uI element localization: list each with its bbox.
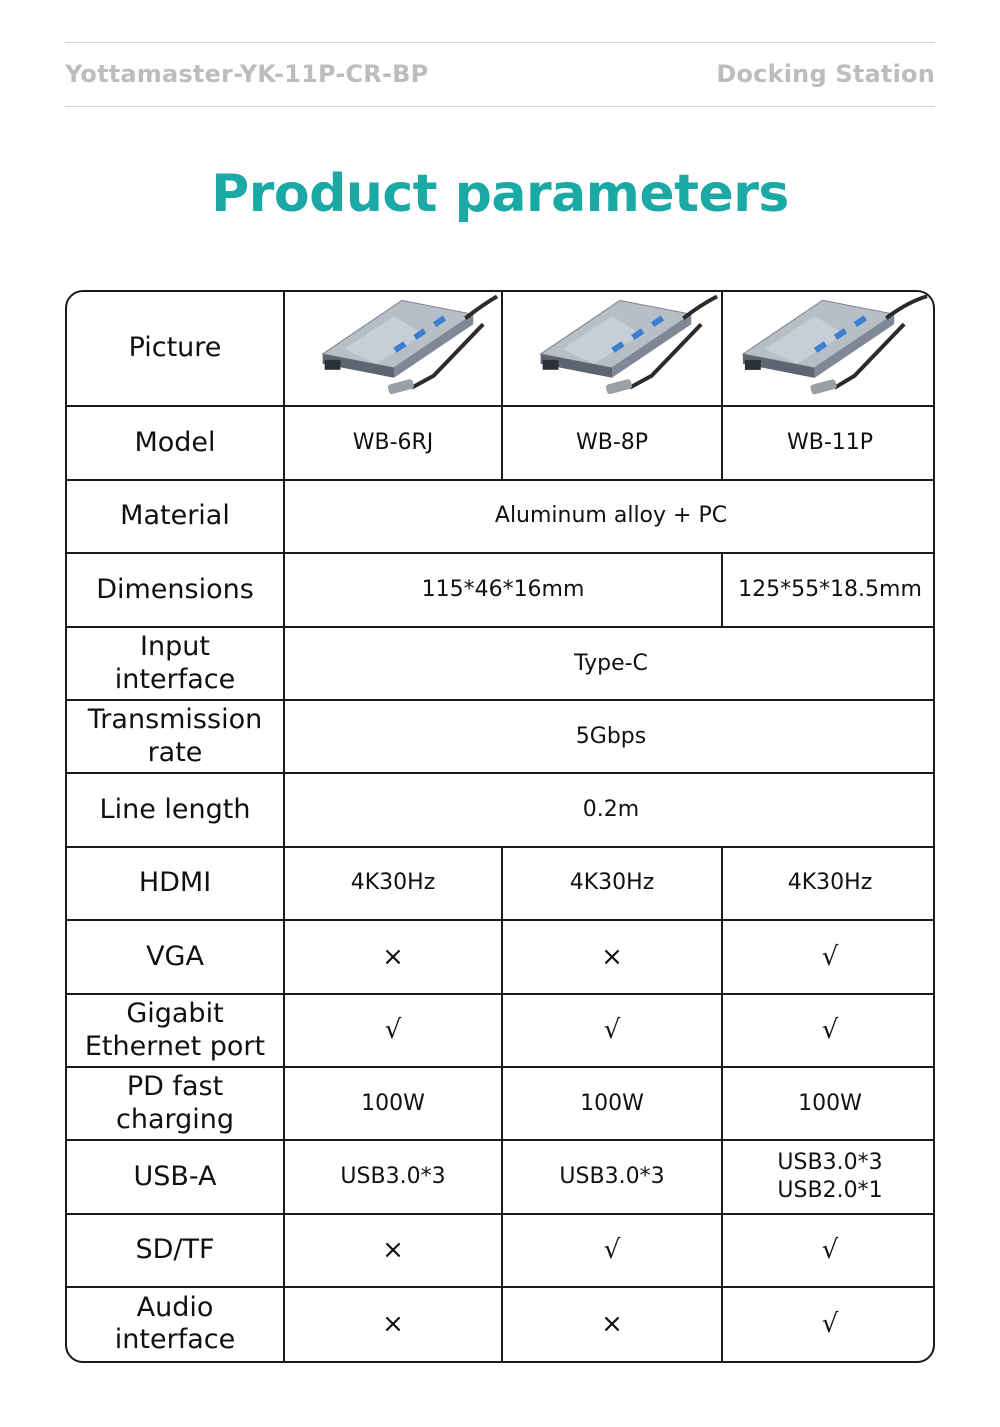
cell-line-length: 0.2m: [284, 773, 935, 846]
row-label-pd-fast-charging: [67, 1067, 284, 1140]
cell-pd-wb-8p: 100W: [502, 1067, 722, 1140]
cell-model-wb-6rj: WB-6RJ: [284, 406, 502, 479]
cell-usba-wb-11p: [722, 1140, 935, 1213]
row-material: [67, 480, 935, 553]
row-dimensions: [67, 553, 935, 627]
dock-picture: [285, 294, 501, 404]
cell-material: Aluminum alloy + PC: [284, 480, 935, 553]
label-line: rate: [147, 736, 203, 768]
row-label-line-length: Line length: [67, 773, 284, 846]
label-line: interface: [114, 1324, 236, 1356]
cell-hdmi-wb-8p: 4K30Hz: [502, 847, 722, 920]
parameters-table: [65, 290, 935, 1363]
label-line: Audio: [136, 1291, 214, 1323]
cell-model-wb-11p: WB-11P: [722, 406, 935, 479]
label-line: Input: [140, 631, 210, 663]
top-rule: [65, 42, 935, 43]
product-image-wb-6rj: [284, 292, 502, 406]
cell-usba-wb-6rj: USB3.0*3: [284, 1140, 502, 1213]
label-line: Gigabit: [126, 998, 224, 1030]
header-rule: [65, 106, 935, 107]
row-label-vga: VGA: [67, 920, 284, 994]
label-line: Ethernet port: [84, 1030, 266, 1062]
label-line: interface: [114, 663, 236, 695]
label-line: Transmission: [87, 704, 263, 736]
row-label-audio-interface: [67, 1287, 284, 1361]
product-image-wb-11p: [722, 292, 935, 406]
cell-hdmi-wb-11p: 4K30Hz: [722, 847, 935, 920]
brand-model-header: Yottamaster-YK-11P-CR-BP: [65, 60, 429, 88]
cell-sdtf-wb-8p: √: [502, 1214, 722, 1287]
cell-sdtf-wb-6rj: ×: [284, 1214, 502, 1287]
row-label-picture: Picture: [67, 292, 284, 406]
row-transmission-rate: [67, 700, 935, 773]
row-line-length: [67, 773, 935, 846]
row-label-usb-a: USB-A: [67, 1140, 284, 1213]
cell-dimensions-small: 115*46*16mm: [284, 553, 722, 627]
cell-pd-wb-6rj: 100W: [284, 1067, 502, 1140]
usba-line: USB3.0*3: [777, 1150, 883, 1176]
usba-line: USB2.0*1: [777, 1177, 883, 1203]
row-picture: [67, 292, 935, 406]
cell-sdtf-wb-11p: √: [722, 1214, 935, 1287]
row-vga: [67, 920, 935, 994]
row-label-sd-tf: SD/TF: [67, 1214, 284, 1287]
cell-usba-wb-8p: USB3.0*3: [502, 1140, 722, 1213]
row-label-gigabit-ethernet: [67, 994, 284, 1067]
cell-input-interface: Type-C: [284, 627, 935, 700]
cell-ethernet-wb-11p: √: [722, 994, 935, 1067]
row-usb-a: [67, 1140, 935, 1213]
row-sd-tf: [67, 1214, 935, 1287]
cell-transmission-rate: 5Gbps: [284, 700, 935, 773]
cell-pd-wb-11p: 100W: [722, 1067, 935, 1140]
category-header: Docking Station: [716, 60, 935, 88]
cell-dimensions-large: 125*55*18.5mm: [722, 553, 935, 627]
row-label-material: Material: [67, 480, 284, 553]
cell-vga-wb-11p: √: [722, 920, 935, 994]
row-gigabit-ethernet: [67, 994, 935, 1067]
label-line: charging: [115, 1103, 235, 1135]
row-label-hdmi: HDMI: [67, 847, 284, 920]
row-audio-interface: [67, 1287, 935, 1361]
dock-picture: [503, 294, 721, 404]
row-model: [67, 406, 935, 479]
row-label-input-interface: [67, 627, 284, 700]
row-hdmi: [67, 847, 935, 920]
row-pd-fast-charging: [67, 1067, 935, 1140]
cell-vga-wb-6rj: ×: [284, 920, 502, 994]
cell-hdmi-wb-6rj: 4K30Hz: [284, 847, 502, 920]
cell-audio-wb-6rj: ×: [284, 1287, 502, 1361]
cell-model-wb-8p: WB-8P: [502, 406, 722, 479]
row-input-interface: [67, 627, 935, 700]
label-line: PD fast: [126, 1071, 224, 1103]
row-label-transmission-rate: [67, 700, 284, 773]
cell-audio-wb-11p: √: [722, 1287, 935, 1361]
product-image-wb-8p: [502, 292, 722, 406]
page-title: Product parameters: [211, 164, 789, 224]
row-label-model: Model: [67, 406, 284, 479]
cell-audio-wb-8p: ×: [502, 1287, 722, 1361]
cell-ethernet-wb-8p: √: [502, 994, 722, 1067]
cell-vga-wb-8p: ×: [502, 920, 722, 994]
row-label-dimensions: Dimensions: [67, 553, 284, 627]
dock-picture: [723, 294, 935, 404]
cell-ethernet-wb-6rj: √: [284, 994, 502, 1067]
